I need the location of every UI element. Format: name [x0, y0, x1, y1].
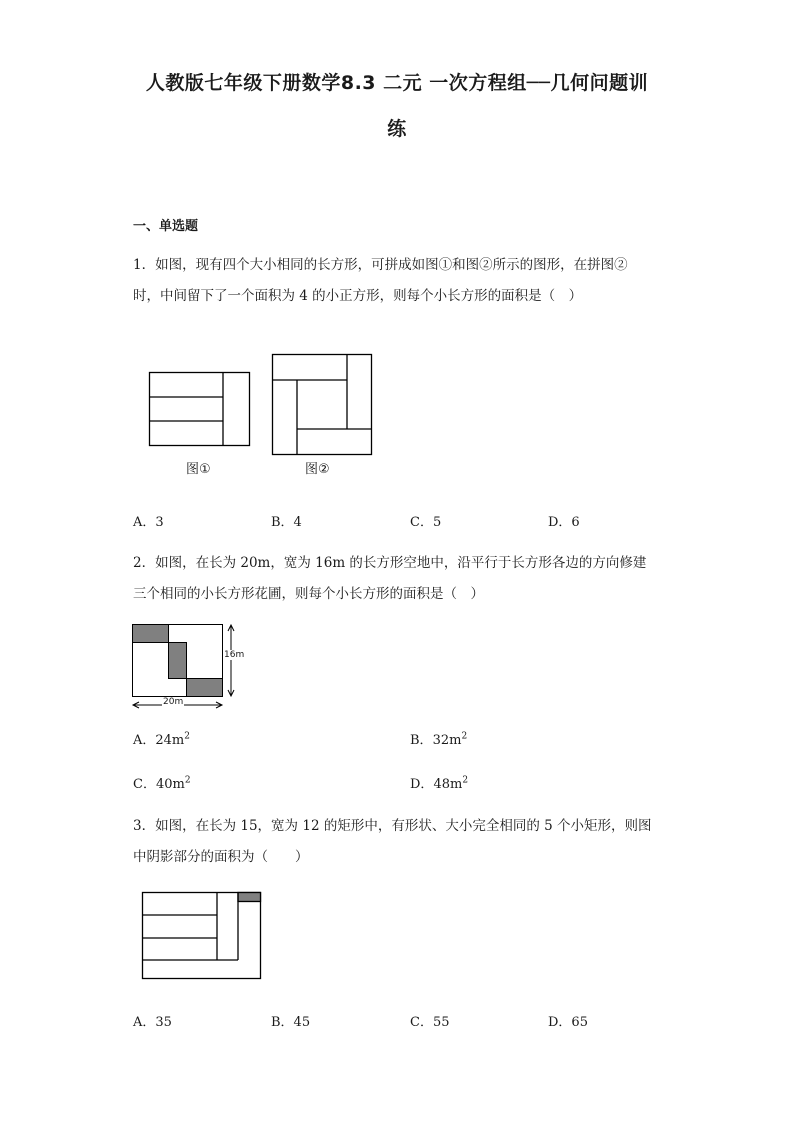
q3-stem	[133, 811, 663, 873]
q1-stem	[133, 250, 663, 312]
doc-title-line2: 练	[387, 118, 407, 140]
q2-garden-1	[133, 625, 169, 643]
q2-option-a[interactable]: A．$24m^2$	[133, 731, 190, 748]
q3-option-b[interactable]: B．45	[271, 1015, 311, 1030]
q2-option-c[interactable]: C．$40m^2$	[133, 775, 191, 792]
q1-option-a[interactable]: A．3	[133, 515, 164, 530]
q1-fig1-caption: 图①	[186, 462, 211, 477]
q2-figure	[132, 624, 246, 710]
q1-stem-line2: 时，中间留下了一个面积为 4 的小正方形，则每个小长方形的面积是（ ）	[133, 288, 583, 304]
q2-height-label: 16m	[224, 650, 245, 660]
q2-option-d[interactable]: D．$48m^2$	[410, 775, 469, 792]
q3-stem-line2: 中阴影部分的面积为（ ）	[133, 849, 309, 865]
q1-option-b[interactable]: B．4	[271, 515, 302, 530]
q1-stem-line1: 1．如图，现有四个大小相同的长方形，可拼成如图①和图②所示的图形，在拼图②	[133, 257, 628, 273]
doc-title-line1: 人教版七年级下册数学8.3 二元 一次方程组──几何问题训	[145, 72, 649, 94]
q3-option-d[interactable]: D．65	[548, 1015, 588, 1030]
q2-garden-2	[169, 643, 187, 679]
q2-stem-line1: 2．如图，在长为 20m，宽为 16m 的长方形空地中，沿平行于长方形各边的方向修建	[133, 555, 647, 571]
q2-garden-3	[187, 679, 223, 697]
q2-option-b[interactable]: B．$32m^2$	[410, 731, 468, 748]
section-heading: 一、单选题	[133, 219, 199, 234]
q1-figure1	[149, 372, 251, 447]
q2-width-label: 20m	[163, 697, 184, 707]
q3-option-a[interactable]: A．35	[133, 1015, 172, 1030]
q1-option-c[interactable]: C．5	[410, 515, 442, 530]
q2-stem-line2: 三个相同的小长方形花圃，则每个小长方形的面积是（ ）	[133, 586, 484, 602]
q1-fig2-caption: 图②	[305, 462, 330, 477]
q3-shaded-region	[238, 893, 261, 902]
q1-figure2	[272, 354, 372, 456]
q3-stem-line1: 3．如图，在长为 15，宽为 12 的矩形中，有形状、大小完全相同的 5 个小矩形，则图	[133, 818, 652, 834]
q2-stem	[133, 548, 663, 610]
q3-figure	[142, 892, 262, 980]
q3-option-c[interactable]: C．55	[410, 1015, 450, 1030]
q1-option-d[interactable]: D．6	[548, 515, 580, 530]
